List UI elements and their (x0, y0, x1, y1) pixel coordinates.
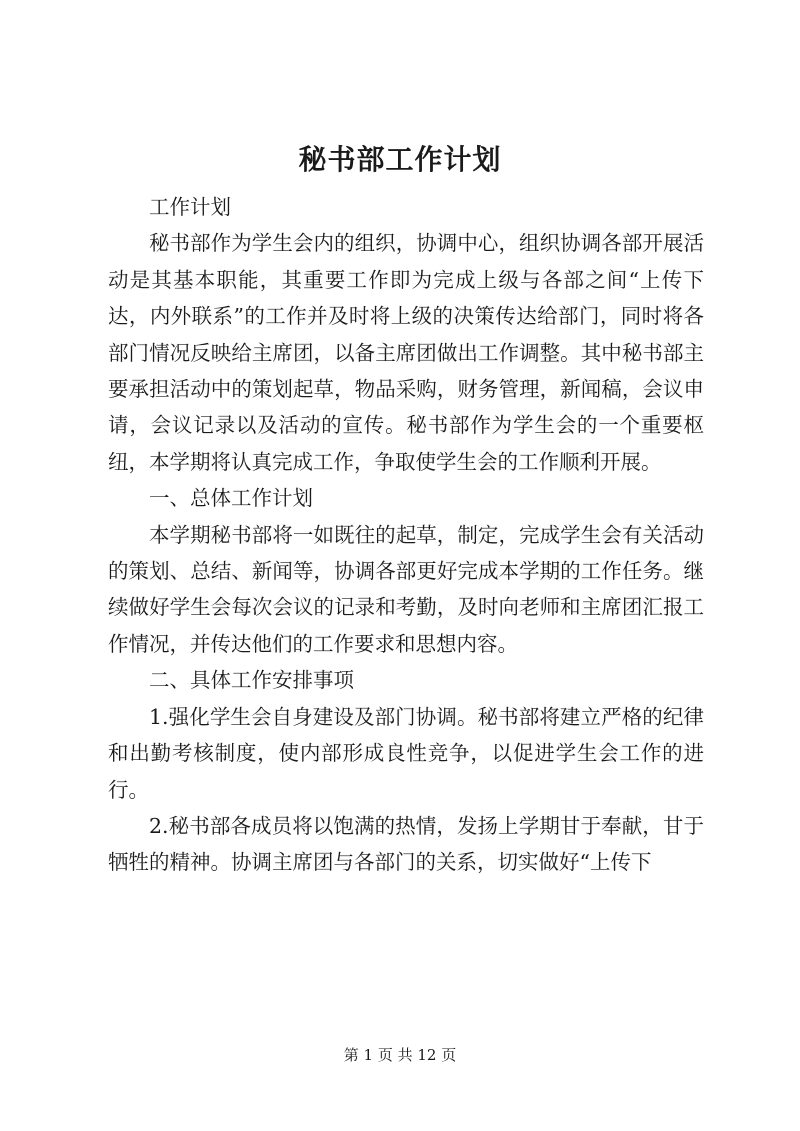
paragraph-overall-plan: 本学期秘书部将一如既往的起草，制定，完成学生会有关活动的策划、总结、新闻等，协调各部更好完成本学期的工作任务。继续做好学生会每次会议的记录和考勤，及时向老师和主席团汇报工作情况，并传达他们的工作要求和思想内容。 (108, 522, 704, 656)
paragraph-item-1: 1.强化学生会自身建设及部门协调。秘书部将建立严格的纪律和出勤考核制度，使内部形成良性竞争，以促进学生会工作的进行。 (108, 704, 704, 802)
paragraph-heading-work-plan: 工作计划 (149, 195, 231, 219)
paragraph-item-2: 2.秘书部各成员将以饱满的热情，发扬上学期甘于奉献，甘于牺牲的精神。协调主席团与各部门的关系，切实做好“上传下 (108, 813, 704, 875)
paragraph-intro: 秘书部作为学生会内的组织，协调中心，组织协调各部开展活动是其基本职能，其重要工作即为完成上级与各部之间“上传下达，内外联系”的工作并及时将上级的决策传达给部门，同时将各部门情况反映给主席团，以备主席团做出工作调整。其中秘书部主要承担活动中的策划起草，物品采购，财务管理，新闻稿，会议申请，会议记录以及活动的宣传。秘书部作为学生会的一个重要枢纽，本学期将认真完成工作，争取使学生会的工作顺利开展。 (108, 231, 704, 474)
page-number-footer: 第 1 页 共 12 页 (343, 1046, 457, 1064)
section-heading-specific-arrangements: 二、具体工作安排事项 (149, 668, 354, 693)
section-heading-overall-plan: 一、总体工作计划 (149, 486, 313, 511)
document-title: 秘书部工作计划 (298, 143, 502, 176)
document-body (108, 189, 704, 881)
